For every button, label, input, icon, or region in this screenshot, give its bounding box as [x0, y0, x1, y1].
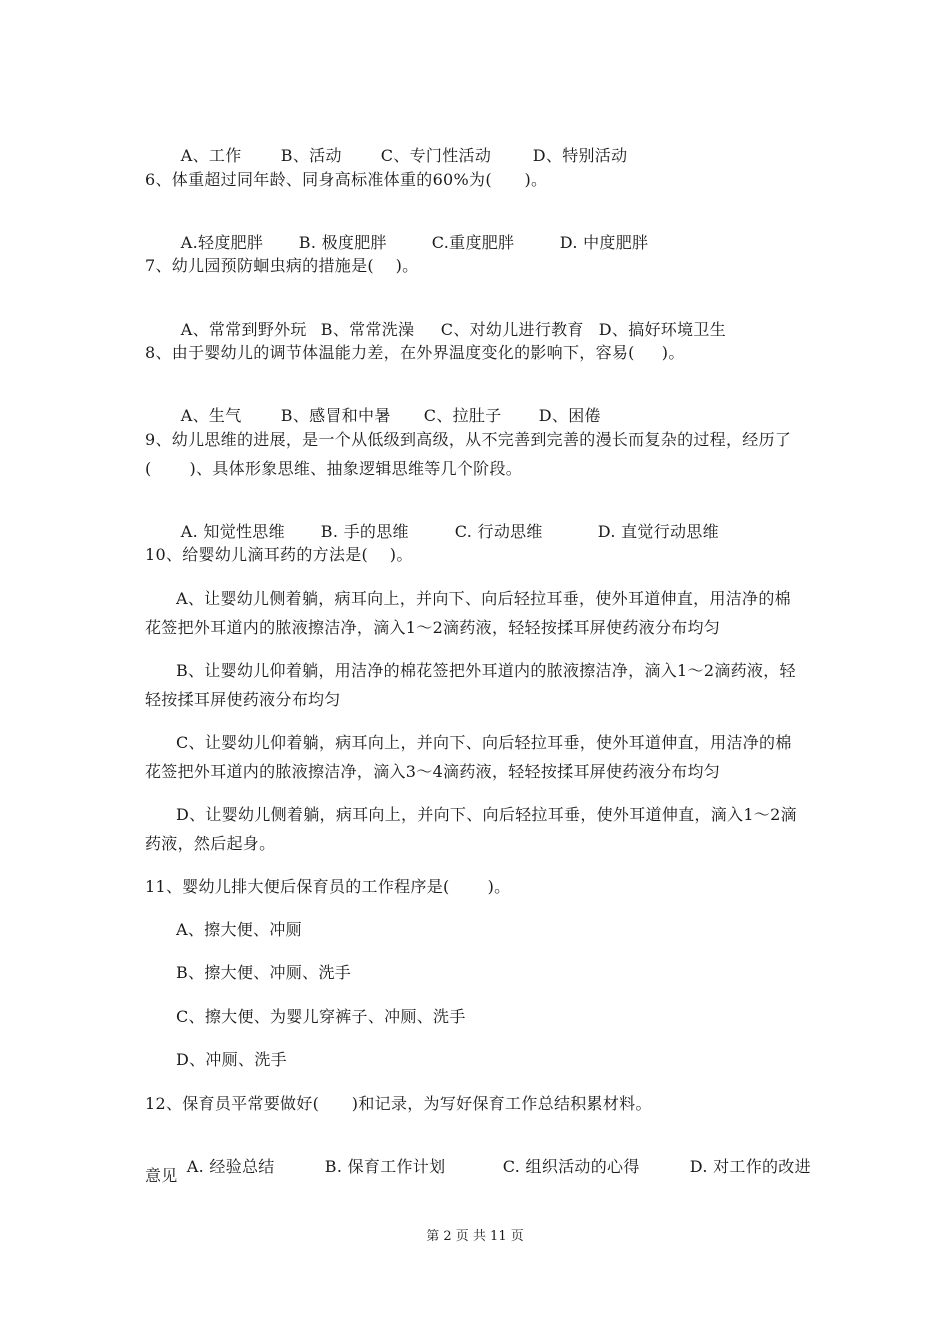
- q6-options: [170, 213, 648, 253]
- q10-option-d-line1: D、让婴幼儿侧着躺，病耳向上，并向下、向后轻拉耳垂，使外耳道伸直，滴入1～2滴: [176, 805, 797, 824]
- q7-option-a: A、常常到野外玩: [180, 320, 307, 339]
- q12-option-b: B. 保育工作计划: [324, 1157, 446, 1176]
- q5-option-d: D、特别活动: [532, 146, 628, 165]
- q6-option-d: D. 中度肥胖: [559, 233, 649, 252]
- q9-stem-line1: 9、幼儿思维的进展，是一个从低级到高级，从不完善到完善的漫长而复杂的过程，经历了: [145, 430, 792, 449]
- q12-option-a: A. 经验总结: [186, 1157, 275, 1176]
- q8-option-a: A、生气: [180, 406, 242, 425]
- q6-option-a: A.轻度肥胖: [180, 233, 264, 252]
- q10-option-c-line2: 花签把外耳道内的脓液擦洁净，滴入3～4滴药液，轻轻按揉耳屏使药液分布均匀: [145, 762, 721, 781]
- q11-option-a: A、擦大便、冲厕: [176, 920, 302, 939]
- q7-option-d: D、搞好环境卫生: [598, 320, 727, 339]
- q11-option-b: B、擦大便、冲厕、洗手: [176, 963, 352, 982]
- q12-option-d-wrap: 意见: [145, 1166, 178, 1185]
- q10-stem: 10、给婴幼儿滴耳药的方法是( )。: [145, 545, 413, 564]
- q5-option-b: B、活动: [280, 146, 342, 165]
- q6-option-c: C.重度肥胖: [431, 233, 515, 252]
- q7-option-b: B、常常洗澡: [320, 320, 415, 339]
- q7-stem: 7、幼儿园预防蛔虫病的措施是( )。: [145, 256, 419, 275]
- q10-option-b-line2: 轻按揉耳屏使药液分布均匀: [145, 690, 341, 709]
- page-footer: 第 2 页 共 11 页: [426, 1229, 524, 1244]
- q12-option-c: C. 组织活动的心得: [502, 1157, 640, 1176]
- q11-option-d: D、冲厕、洗手: [176, 1050, 287, 1069]
- q11-option-c: C、擦大便、为婴儿穿裤子、冲厕、洗手: [176, 1007, 466, 1026]
- q12-stem: 12、保育员平常要做好( )和记录，为写好保育工作总结积累材料。: [145, 1094, 652, 1113]
- q5-option-c: C、专门性活动: [380, 146, 492, 165]
- q5-option-a: A、工作: [180, 146, 242, 165]
- q10-option-a-line2: 花签把外耳道内的脓液擦洁净，滴入1～2滴药液，轻轻按揉耳屏使药液分布均匀: [145, 618, 721, 637]
- q10-option-d-line2: 药液，然后起身。: [145, 834, 276, 853]
- q9-stem-line2: ( )、具体形象思维、抽象逻辑思维等几个阶段。: [145, 459, 523, 478]
- q9-option-a: A. 知觉性思维: [180, 522, 285, 541]
- q9-option-b: B. 手的思维: [320, 522, 409, 541]
- q10-option-a-line1: A、让婴幼儿侧着躺，病耳向上，并向下、向后轻拉耳垂，使外耳道伸直，用洁净的棉: [176, 589, 791, 608]
- q8-stem: 8、由于婴幼儿的调节体温能力差，在外界温度变化的影响下，容易( )。: [145, 343, 685, 362]
- q10-option-b-line1: B、让婴幼儿仰着躺，用洁净的棉花签把外耳道内的脓液擦洁净，滴入1～2滴药液，轻: [176, 661, 796, 680]
- q12-options: [176, 1137, 811, 1177]
- q8-option-c: C、拉肚子: [423, 406, 502, 425]
- q9-options: [170, 502, 719, 542]
- q7-options: [170, 300, 726, 340]
- q8-option-d: D、困倦: [538, 406, 601, 425]
- q9-option-c: C. 行动思维: [454, 522, 543, 541]
- q9-option-d: D. 直觉行动思维: [597, 522, 719, 541]
- q12-option-d: D. 对工作的改进: [689, 1157, 811, 1176]
- q11-stem: 11、婴幼儿排大便后保育员的工作程序是( )。: [145, 877, 511, 896]
- q8-options: [170, 386, 601, 426]
- q10-option-c-line1: C、让婴幼儿仰着躺，病耳向上，并向下、向后轻拉耳垂，使外耳道伸直，用洁净的棉: [176, 733, 792, 752]
- q6-option-b: B. 极度肥胖: [298, 233, 387, 252]
- q7-option-c: C、对幼儿进行教育: [440, 320, 584, 339]
- q6-stem: 6、体重超过同年龄、同身高标准体重的60%为( )。: [145, 170, 548, 189]
- q8-option-b: B、感冒和中暑: [280, 406, 391, 425]
- q5-options: [170, 126, 627, 166]
